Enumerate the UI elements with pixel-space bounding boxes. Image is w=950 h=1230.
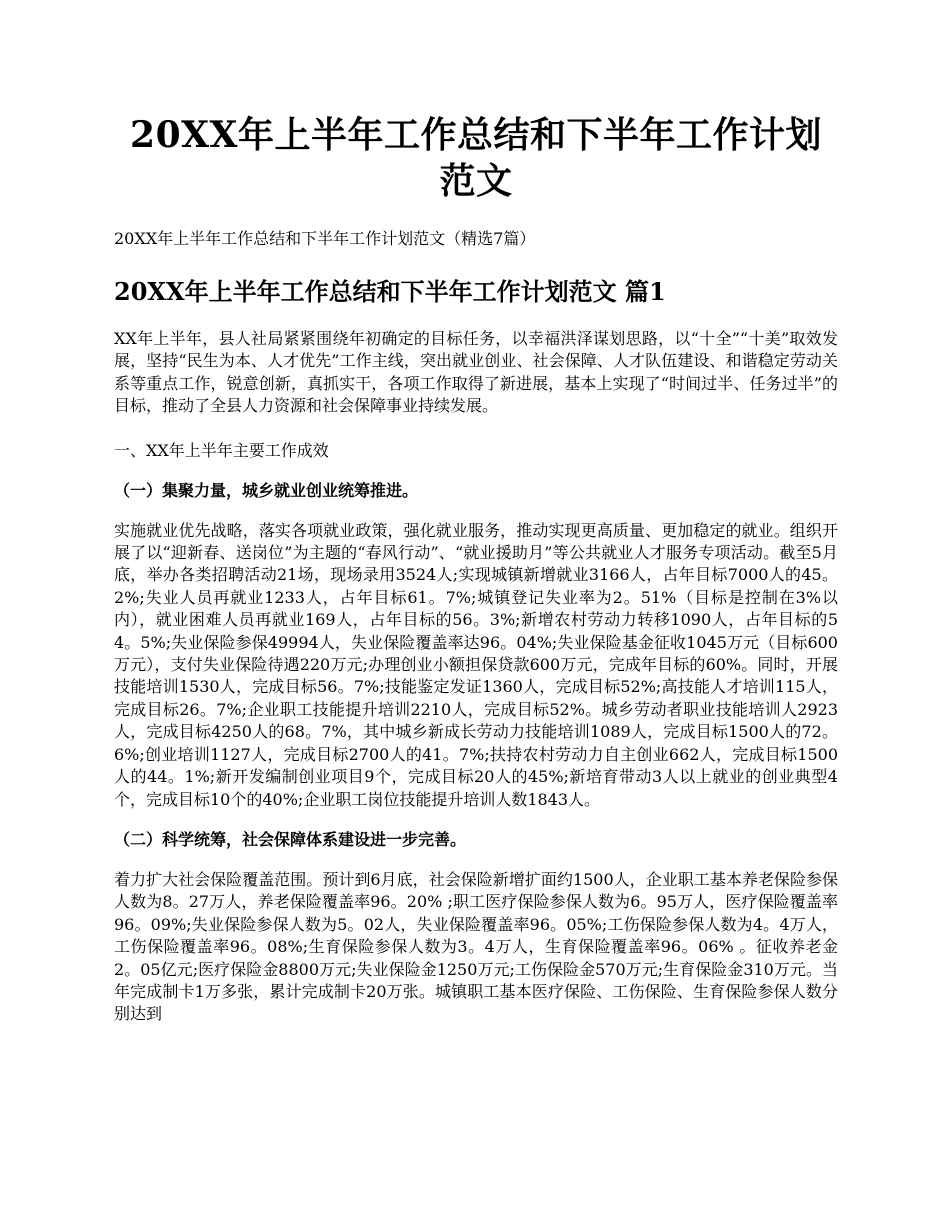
social-security-paragraph: 着力扩大社会保险覆盖范围。预计到6月底，社会保险新增扩面约1500人，企业职工基本养老保险参保人数为8。27万人，养老保险覆盖率96。20% ;职工医疗保险参保人数为6。95万人，医疗保险覆盖率96。09%;失业保险参保人数为5。02人，失业保险覆盖率96。05%;工伤保险参保人数为4。4万人，工伤保险覆盖率96。08%;生育保险参保人数为3。4万人，生育保险覆盖率96。06% 。征收养老金2。05亿元;医疗保险金8800万元;失业保险金1250万元;工伤保险金570万元;生育保险金310万元。当年完成制卡1万多张，累计完成制卡20万张。城镇职工基本医疗保险、工伤保险、生育保险参保人数分别达到 xyxy=(114,869,838,1024)
document-subtitle: 20XX年上半年工作总结和下半年工作计划范文（精选7篇） xyxy=(114,229,536,248)
document-title: 20XX年上半年工作总结和下半年工作计划范文 xyxy=(130,114,822,202)
outline-heading: 一、XX年上半年主要工作成效 xyxy=(114,440,329,460)
sub-heading-social-security: （二）科学统筹，社会保障体系建设进一步完善。 xyxy=(114,829,467,849)
section-heading: 20XX年上半年工作总结和下半年工作计划范文 篇1 xyxy=(114,277,666,306)
sub-heading-employment: （一）集聚力量，城乡就业创业统筹推进。 xyxy=(114,480,419,500)
intro-paragraph: XX年上半年，县人社局紧紧围绕年初确定的目标任务，以幸福洪泽谋划思路，以“十全”“十美”取效发展，坚持“民生为本、人才优先”工作主线，突出就业创业、社会保障、人才队伍建设、和谐稳定劳动关系等重点工作，锐意创新，真抓实干，各项工作取得了新进展，基本上实现了“时间过半、任务过半”的目标，推动了全县人力资源和社会保障事业持续发展。 xyxy=(114,329,838,416)
employment-paragraph: 实施就业优先战略，落实各项就业政策，强化就业服务，推动实现更高质量、更加稳定的就业。组织开展了以“迎新春、送岗位”为主题的“春风行动”、“就业援助月”等公共就业人才服务专项活动。截至5月底，举办各类招聘活动21场，现场录用3524人;实现城镇新增就业3166人，占年目标7000人的45。2%;失业人员再就业1233人，占年目标61。7%;城镇登记失业率为2。51%（目标是控制在3%以内），就业困难人员再就业169人，占年目标的56。3%;新增农村劳动力转移1090人，占年目标的54。5%;失业保险参保49994人，失业保险覆盖率达96。04%;失业保险基金征收1045万元（目标600万元），支付失业保险待遇220万元;办理创业小额担保贷款600万元，完成年目标的60%。同时，开展技能培训1530人，完成目标56。7%;技能鉴定发证1360人，完成目标52%;高技能人才培训115人，完成目标26。7%;企业职工技能提升培训2210人，完成目标52%。城乡劳动者职业技能培训人2923人，完成目标4250人的68。7%，其中城乡新成长劳动力技能培训1089人，完成目标1500人的72。6%;创业培训1127人，完成目标2700人的41。7%;扶持农村劳动力自主创业662人，完成目标1500人的44。1%;新开发编制创业项目9个，完成目标20人的45%;新培育带动3人以上就业的创业典型4个，完成目标10个的40%;企业职工岗位技能提升培训人数1843人。 xyxy=(114,520,838,809)
